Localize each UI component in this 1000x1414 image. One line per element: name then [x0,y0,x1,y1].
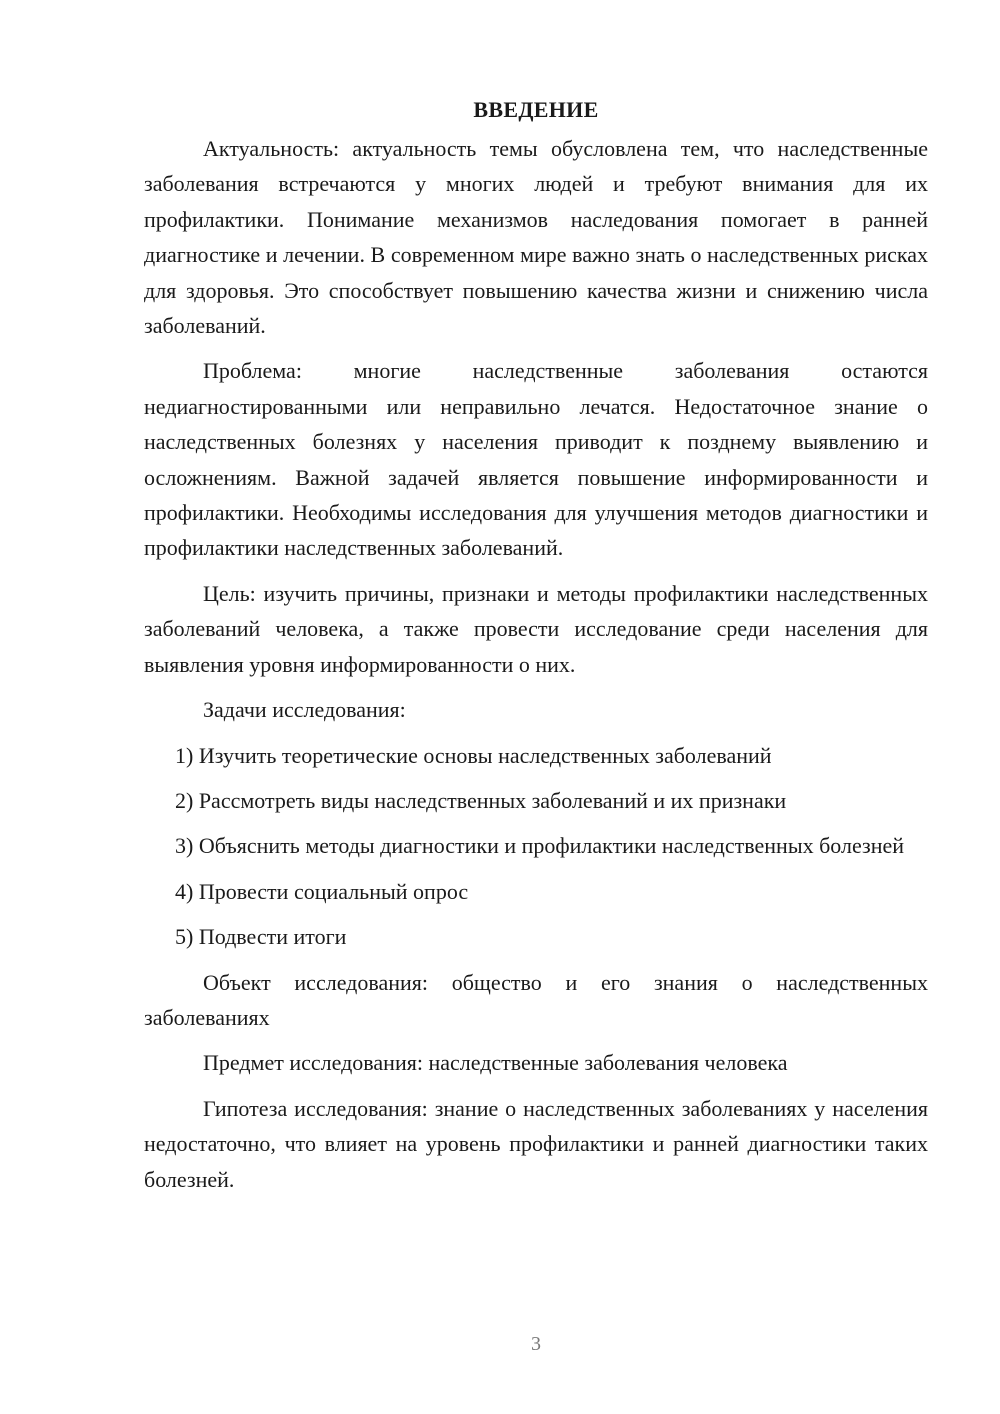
paragraph-problem: Проблема: многие наследственные заболевания остаются недиагностированными или неправильно лечатся. Недостаточное знание о наследственных болезнях у населения приводит к позднему выявлению и осложнениям. Важной задачей является повышение информированности и профилактики. Необходимы исследования для улучшения методов диагностики и профилактики наследственных заболеваний. [144,358,928,561]
paragraph-subject: Предмет исследования: наследственные заболевания человека [203,1050,788,1076]
task-item-1: 1) Изучить теоретические основы наследственных заболеваний [175,742,772,768]
task-item-5: 5) Подвести итоги [175,924,347,950]
task-item-4: 4) Провести социальный опрос [175,878,469,904]
page-heading: ВВЕДЕНИЕ [473,97,599,122]
paragraph-hypothesis: Гипотеза исследования: знание о наследственных заболеваниях у населения недостаточно, что влияет на уровень профилактики и ранней диагностики таких болезней. [144,1095,928,1192]
paragraph-relevance: Актуальность: актуальность темы обусловлена тем, что наследственные заболевания встречаются у многих людей и требуют внимания для их профилактики. Понимание механизмов наследования помогает в ранней диагностике и лечении. В современном мире важно знать о наследственных рисках для здоровья. Это способствует повышению качества жизни и снижению числа заболеваний. [144,136,928,339]
task-item-3: 3) Объяснить методы диагностики и профилактики наследственных болезней [175,833,905,859]
page-number: 3 [531,1333,541,1355]
page-content [144,92,928,1197]
tasks-title: Задачи исследования: [203,697,406,723]
paragraph-object: Объект исследования: общество и его знания о наследственных заболеваниях [144,969,928,1030]
task-item-2: 2) Рассмотреть виды наследственных заболеваний и их признаки [175,787,787,813]
paragraph-goal: Цель: изучить причины, признаки и методы профилактики наследственных заболеваний человека, а также провести исследование среди населения для выявления уровня информированности о них. [144,580,928,677]
